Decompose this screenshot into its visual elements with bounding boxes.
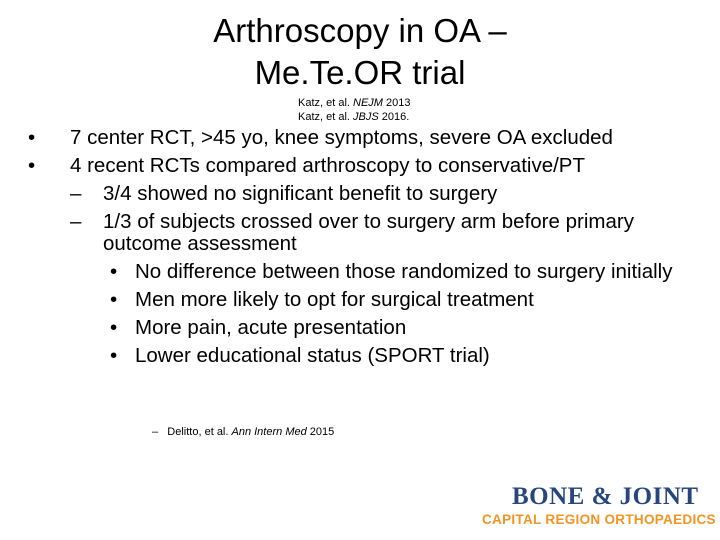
dash-marker: – xyxy=(152,426,159,438)
bullet-text: More pain, acute presentation xyxy=(135,316,407,339)
sub-bullet-item xyxy=(28,183,708,205)
bullet-marker: • xyxy=(110,344,118,367)
bullet-marker: • xyxy=(110,288,118,311)
sub-sub-bullet-item xyxy=(28,261,708,283)
bullet-text: 7 center RCT, >45 yo, knee symptoms, severe OA excluded xyxy=(70,126,613,149)
logo-tagline: CAPITAL REGION ORTHOPAEDICS xyxy=(482,512,716,527)
bullet-marker: • xyxy=(110,260,118,283)
bone-joint-logo xyxy=(482,483,716,533)
title-line-2: Me.Te.OR trial xyxy=(254,54,466,91)
logo-wordmark: BONE & JOINT xyxy=(512,483,699,510)
dash-marker: – xyxy=(70,182,82,205)
bullet-marker: • xyxy=(28,126,36,149)
citation-1: Katz, et al. NEJM 2013 xyxy=(298,97,411,109)
bullet-text: 3/4 showed no significant benefit to surgery xyxy=(103,182,498,205)
bullet-marker: • xyxy=(28,154,36,177)
sub-sub-bullet-item xyxy=(28,289,708,311)
title-line-1: Arthroscopy in OA – xyxy=(213,12,507,49)
sub-sub-bullet-item xyxy=(28,345,708,367)
slide-title xyxy=(0,10,720,94)
title-citations xyxy=(298,96,411,124)
citation-2: Katz, et al. JBJS 2016. xyxy=(298,111,410,123)
bullet-text: Men more likely to opt for surgical treatment xyxy=(135,288,534,311)
bullet-item xyxy=(28,127,708,149)
bullet-text: No difference between those randomized to surgery initially xyxy=(135,260,673,283)
sub-sub-bullet-item xyxy=(28,317,708,339)
bullet-marker: • xyxy=(110,316,118,339)
bullet-list xyxy=(28,127,708,373)
bullet-text: Lower educational status (SPORT trial) xyxy=(135,344,490,367)
bullet-text: 1/3 of subjects crossed over to surgery arm before primary outcome assessment xyxy=(103,210,634,255)
reference-citation: – Delitto, et al. Ann Intern Med 2015 xyxy=(152,426,335,438)
bullet-item xyxy=(28,155,708,177)
bullet-text: 4 recent RCTs compared arthroscopy to conservative/PT xyxy=(70,154,585,177)
dash-marker: – xyxy=(70,210,82,233)
sub-bullet-item xyxy=(28,211,708,255)
